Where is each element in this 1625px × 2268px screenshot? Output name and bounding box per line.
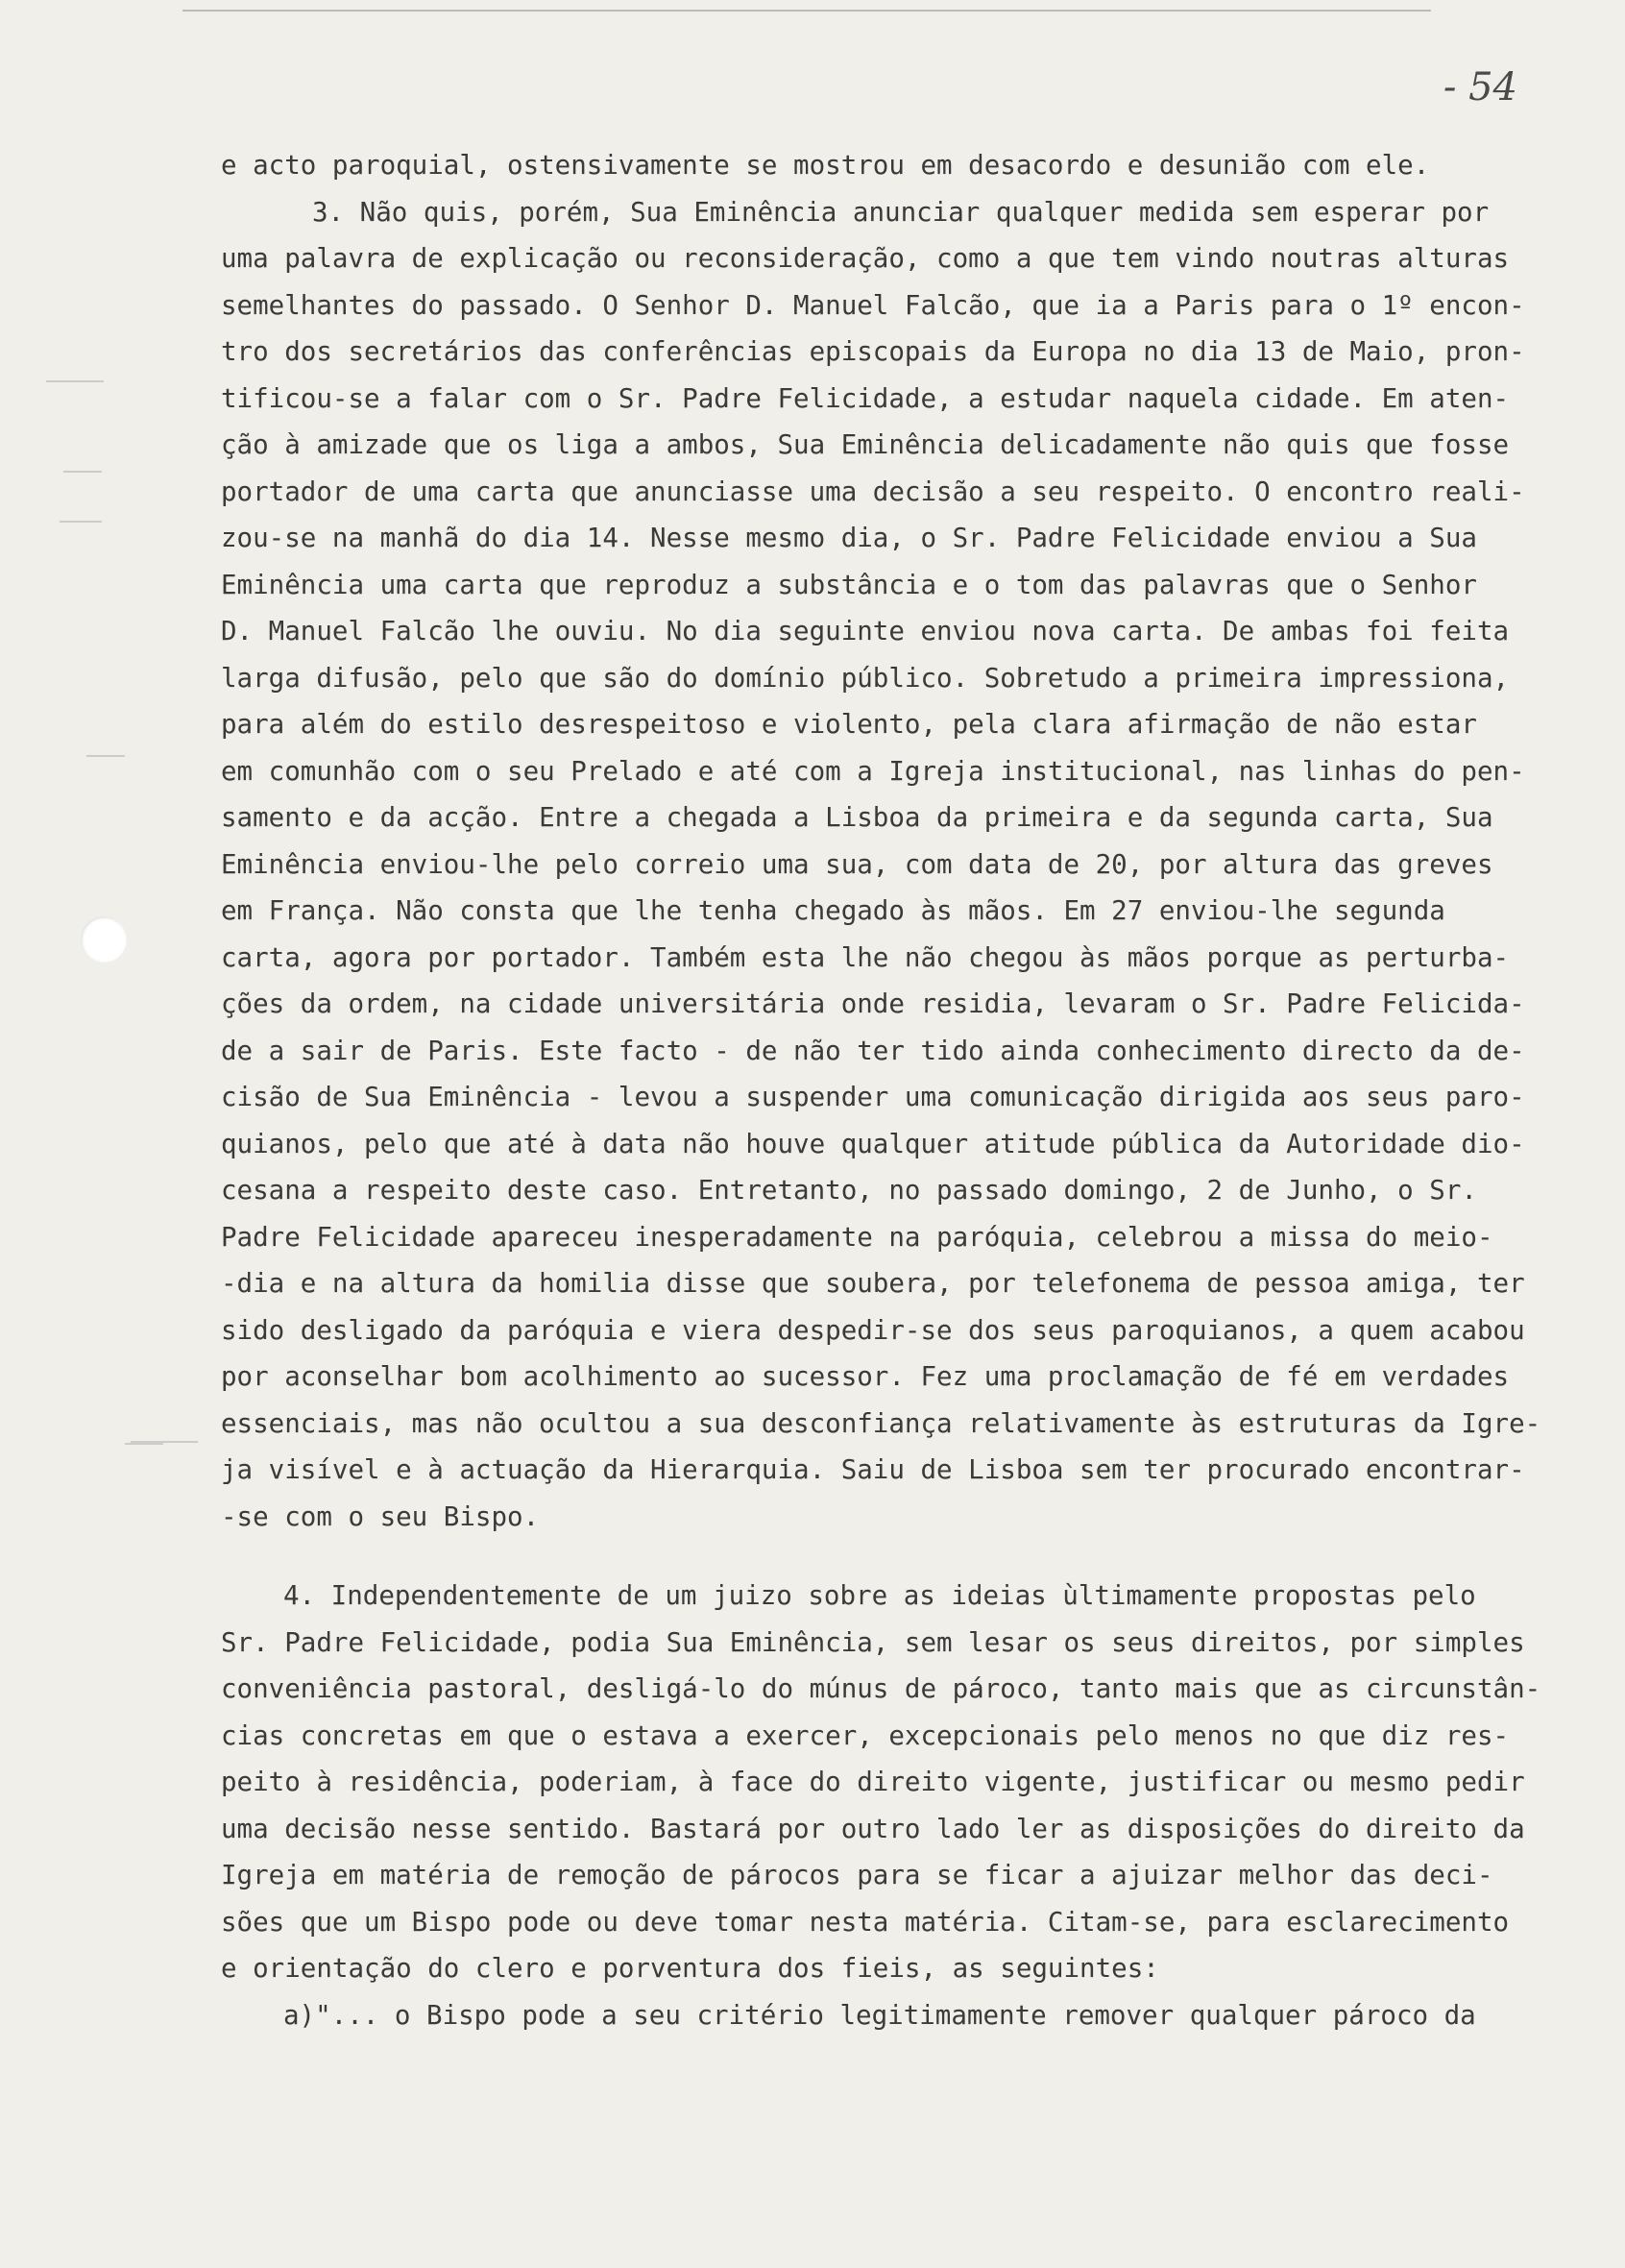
text-line: e orientação do clero e porventura dos fieis, as seguintes: [221, 1953, 1159, 1984]
margin-mark [86, 755, 125, 757]
text-line: semelhantes do passado. O Senhor D. Manuel Falcão, que ia a Paris para o 1º encon- [221, 289, 1525, 321]
text-line: Igreja em matéria de remoção de párocos para se ficar a ajuizar melhor das deci- [221, 1860, 1493, 1890]
text-line: -dia e na altura da homilia disse que soubera, por telefonema de pessoa amiga, ter [221, 1268, 1525, 1299]
text-line: em comunhão com o seu Prelado e até com a Igreja institucional, nas linhas do pen- [221, 755, 1525, 787]
text-line: Sr. Padre Felicidade, podia Sua Eminência, sem lesar os seus direitos, por simples [221, 1626, 1525, 1658]
text-line: samento e da acção. Entre a chegada a Lisboa da primeira e da segunda carta, Sua [221, 802, 1493, 833]
text-line: e acto paroquial, ostensivamente se mostrou em desacordo e desunião com ele. [221, 150, 1430, 181]
punch-hole [81, 916, 127, 963]
margin-mark [60, 521, 102, 523]
text-line: tro dos secretários das conferências episcopais da Europa no dia 13 de Maio, pron- [221, 336, 1525, 367]
text-line: tificou-se a falar com o Sr. Padre Felicidade, a estudar naquela cidade. Em aten- [221, 382, 1510, 414]
text-line: Padre Felicidade apareceu inesperadamente na paróquia, celebrou a missa do meio- [221, 1221, 1493, 1253]
text-line: ções da ordem, na cidade universitária onde residia, levaram o Sr. Padre Felicida- [221, 988, 1525, 1019]
text-line: ja visível e à actuação da Hierarquia. Saiu de Lisboa sem ter procurado encontrar- [221, 1454, 1525, 1485]
text-line: ção à amizade que os liga a ambos, Sua Eminência delicadamente não quis que fosse [221, 429, 1510, 460]
margin-mark [125, 1443, 163, 1445]
text-line: cesana a respeito deste caso. Entretanto, no passado domingo, 2 de Junho, o Sr. [221, 1175, 1477, 1206]
text-line: para além do estilo desrespeitoso e violento, pela clara afirmação de não estar [221, 709, 1477, 740]
text-line: portador de uma carta que anunciasse uma decisão a seu respeito. O encontro reali- [221, 476, 1525, 507]
text-line: 3. Não quis, porém, Sua Eminência anunciar qualquer medida sem esperar por [312, 196, 1490, 228]
text-line: quianos, pelo que até à data não houve qualquer atitude pública da Autoridade dio- [221, 1128, 1525, 1159]
text-line: D. Manuel Falcão lhe ouviu. No dia seguinte enviou nova carta. De ambas foi feita [221, 616, 1510, 646]
paragraph-2 [221, 189, 1546, 1541]
text-line: carta, agora por portador. Também esta lhe não chegou às mãos porque as perturba- [221, 941, 1510, 973]
text-line: sido desligado da paróquia e viera despedir-se dos seus paroquianos, a quem acabou [221, 1314, 1525, 1346]
margin-mark [63, 471, 102, 473]
text-line: larga difusão, pelo que são do domínio público. Sobretudo a primeira impressiona, [221, 662, 1510, 694]
text-line: por aconselhar bom acolhimento ao sucessor. Fez uma proclamação de fé em verdades [221, 1361, 1510, 1392]
text-line: conveniência pastoral, desligá-lo do múnus de pároco, tanto mais que as circunstân- [221, 1673, 1541, 1704]
top-edge-line [182, 10, 1431, 12]
text-line: sões que um Bispo pode ou deve tomar nesta matéria. Citam-se, para esclarecimento [221, 1906, 1510, 1938]
text-line: essenciais, mas não ocultou a sua desconfiança relativamente às estruturas da Igre- [221, 1407, 1541, 1439]
text-line: a)"... o Bispo pode a seu critério legitimamente remover qualquer pároco da [283, 1999, 1476, 2031]
text-line: -se com o seu Bispo. [221, 1500, 540, 1532]
text-line: cias concretas em que o estava a exercer, excepcionais pelo menos no que diz res- [221, 1719, 1510, 1751]
text-line: peito à residência, poderiam, à face do direito vigente, justificar ou mesmo pedir [221, 1767, 1525, 1797]
page-number: - 54 [1443, 65, 1517, 110]
text-line: de a sair de Paris. Este facto - de não ter tido ainda conhecimento directo da de- [221, 1035, 1525, 1066]
text-line: zou-se na manhã do dia 14. Nesse mesmo dia, o Sr. Padre Felicidade enviou a Sua [221, 523, 1477, 553]
paragraph-gap [221, 1540, 1546, 1573]
text-line: Eminência uma carta que reproduz a substância e o tom das palavras que o Senhor [221, 569, 1477, 600]
margin-mark [46, 380, 104, 382]
text-line: 4. Independentemente de um juizo sobre as ideias ùltimamente propostas pelo [283, 1580, 1476, 1611]
text-line: uma decisão nesse sentido. Bastará por outro lado ler as disposições do direito da [221, 1813, 1525, 1844]
paragraph-3 [221, 1573, 1546, 2038]
paragraph-1 [221, 142, 1546, 189]
text-line: em França. Não consta que lhe tenha chegado às mãos. Em 27 enviou-lhe segunda [221, 895, 1445, 926]
text-line: Eminência enviou-lhe pelo correio uma sua, com data de 20, por altura das greves [221, 848, 1493, 880]
document-body [221, 142, 1546, 2038]
text-line: uma palavra de explicação ou reconsideração, como a que tem vindo noutras alturas [221, 243, 1510, 274]
text-line: cisão de Sua Eminência - levou a suspender uma comunicação dirigida aos seus paro- [221, 1082, 1525, 1112]
